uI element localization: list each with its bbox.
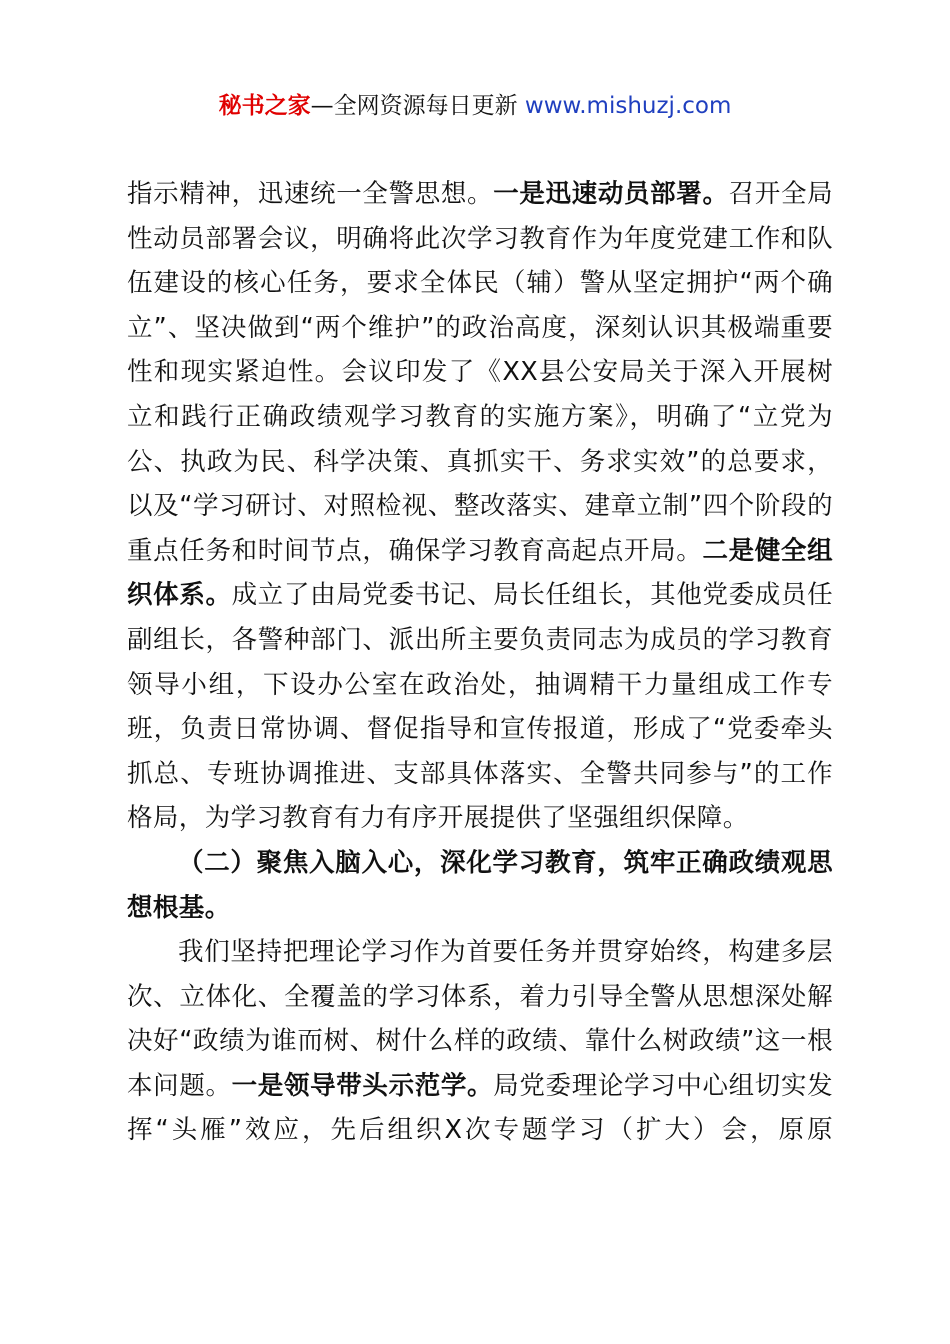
paragraph-2-text-b: 局党委理论学习中心组切实发挥“头雁”效应，先后组织X次专题学习（扩大）会，原原 (127, 1070, 833, 1146)
section-heading-2-text: （二）聚焦入脑入心，深化学习教育，筑牢正确政绩观思想根基。 (127, 847, 833, 923)
section-heading-2 (127, 841, 833, 930)
paragraph-2-bold-a: 一是领导带头示范学。 (231, 1070, 494, 1101)
site-url[interactable]: www.mishuzj.com (524, 93, 732, 119)
paragraph-1-bold-a: 一是迅速动员部署。 (493, 179, 729, 209)
paragraph-2-text-a: 我们坚持把理论学习作为首要任务并贯穿始终，构建多层次、立体化、全覆盖的学习体系，着力引导全警从思想深处解决好“政绩为谁而树、树什么样的政绩、靠什么树政绩”这一根本问题。 (127, 937, 833, 1101)
document-body (127, 172, 833, 1153)
paragraph-1-text-c: 成立了由局党委书记、局长任组长，其他党委成员任副组长，各警种部门、派出所主要负责同志为成员的学习教育领导小组，下设办公室在政治处，抽调精干力量组成工作专班，负责日常协调、督促指导和宣传报道，形成了“党委牵头抓总、专班协调推进、支部具体落实、全警共同参与”的工作格局，为学习教育有力有序开展提供了坚强组织保障。 (127, 580, 834, 834)
page-header (0, 86, 950, 126)
paragraph-1-text-b: 召开全局性动员部署会议，明确将此次学习教育作为年度党建工作和队伍建设的核心任务，要求全体民（辅）警从坚定拥护“两个确立”、坚决做到“两个维护”的政治高度，深刻认识其极端重要性和现实紧迫性。会议印发了《XX县公安局关于深入开展树立和践行正确政绩观学习教育的实施方案》，明确了“立党为公、执政为民、科学决策、真抓实干、务求实效”的总要求，以及“学习研讨、对照检视、整改落实、建章立制”四个阶段的重点任务和时间节点，确保学习教育高起点开局。 (127, 179, 833, 566)
paragraph-1-text-a: 指示精神，迅速统一全警思想。 (127, 179, 494, 209)
paragraph-1-bold-b: 二是健全组织体系。 (127, 535, 833, 611)
brand-name: 秘书之家 (218, 93, 311, 119)
header-tagline: —全网资源每日更新 (310, 93, 525, 119)
paragraph-1 (127, 172, 833, 841)
paragraph-2 (127, 930, 833, 1153)
